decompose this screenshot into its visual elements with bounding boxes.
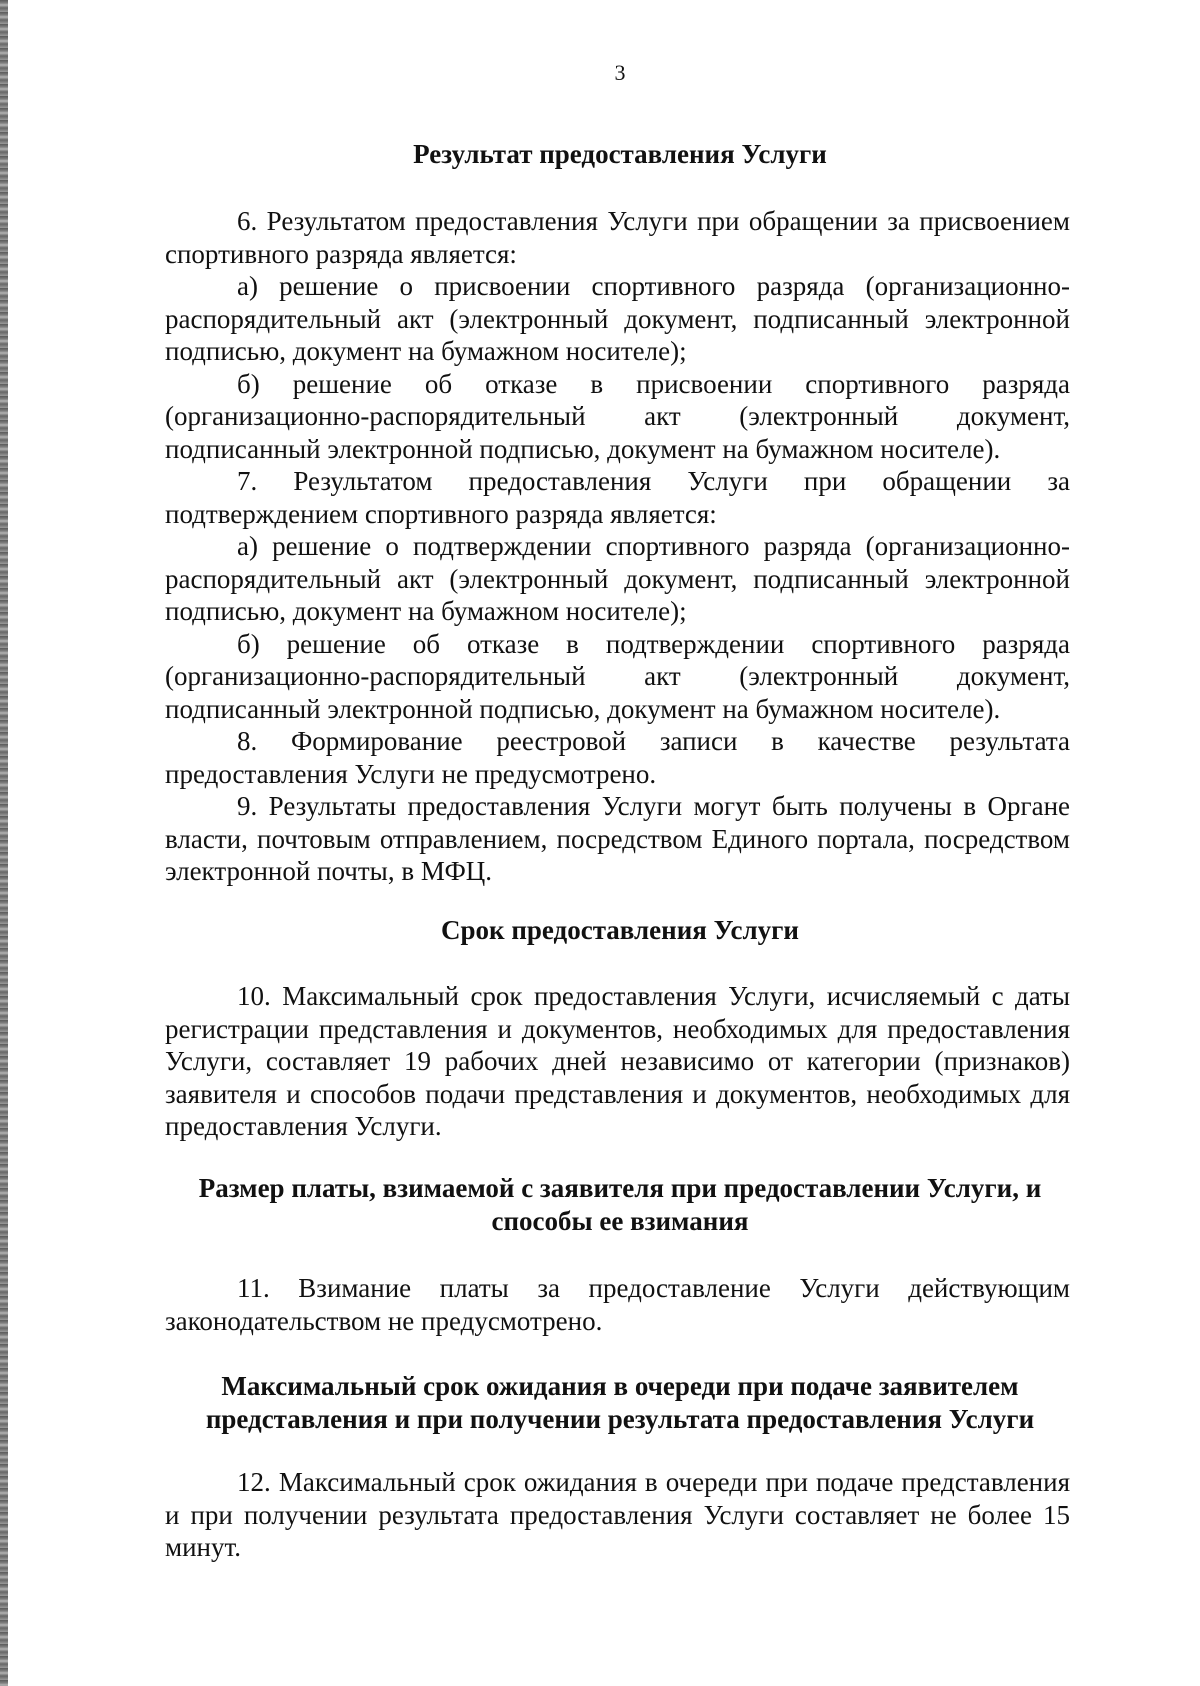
- section-heading-queue-line-2: представления и при получении результата предоставления Услуги: [205, 1404, 1035, 1434]
- paragraph-8: 8. Формирование реестровой записи в качестве результата предоставления Услуги не предусмотрено.: [165, 726, 1070, 789]
- paragraph-9: 9. Результаты предоставления Услуги могут быть получены в Органе власти, почтовым отправлением, посредством Единого портала, посредством электронной почты, в МФЦ.: [165, 791, 1070, 886]
- paragraph-10: 10. Максимальный срок предоставления Услуги, исчисляемый с даты регистрации представления и документов, необходимых для предоставления Услуги, составляет 19 рабочих дней независимо от категории (признаков) заявителя и способов подачи представления и документов, необходимых для предоставления Услуги.: [165, 981, 1070, 1141]
- section-heading-queue: [160, 1370, 1080, 1436]
- section-body-result: [165, 205, 1070, 888]
- section-body-term: [165, 980, 1070, 1143]
- section-heading-term: Срок предоставления Услуги: [441, 915, 799, 945]
- section-heading-result: Результат предоставления Услуги: [413, 139, 827, 169]
- section-body-fee: [165, 1272, 1070, 1337]
- paragraph-6: 6. Результатом предоставления Услуги при обращении за присвоением спортивного разряда является:: [165, 206, 1070, 269]
- paragraph-6b: б) решение об отказе в присвоении спортивного разряда (организационно-распорядительный акт (электронный документ, подписанный электронной подписью, документ на бумажном носителе).: [165, 368, 1070, 464]
- paragraph-6a: а) решение о присвоении спортивного разряда (организационно-распорядительный акт (электронный документ, подписанный электронной подписью, документ на бумажном носителе);: [165, 271, 1070, 366]
- section-heading-fee-line-1: Размер платы, взимаемой с заявителя при предоставлении Услуги, и: [198, 1173, 1042, 1203]
- paragraph-11: 11. Взимание платы за предоставление Услуги действующим законодательством не предусмотрено.: [165, 1273, 1070, 1336]
- paragraph-12: 12. Максимальный срок ожидания в очереди при подаче представления и при получении результата предоставления Услуги составляет не более 15 минут.: [165, 1467, 1070, 1562]
- paragraph-7a: а) решение о подтверждении спортивного разряда (организационно-распорядительный акт (электронный документ, подписанный электронной подписью, документ на бумажном носителе);: [165, 531, 1070, 626]
- paragraph-7: 7. Результатом предоставления Услуги при обращении за подтверждением спортивного разряда является:: [165, 466, 1070, 529]
- section-heading-fee: [160, 1172, 1080, 1238]
- scan-edge-shadow: [0, 0, 8, 1686]
- section-heading-queue-line-1: Максимальный срок ожидания в очереди при подаче заявителем: [221, 1371, 1019, 1401]
- section-heading-fee-line-2: способы ее взимания: [491, 1206, 749, 1236]
- section-body-queue: [165, 1466, 1070, 1564]
- paragraph-7b: б) решение об отказе в подтверждении спортивного разряда (организационно-распорядительный акт (электронный документ, подписанный электронной подписью, документ на бумажном носителе).: [165, 628, 1070, 724]
- page-number: 3: [614, 60, 626, 85]
